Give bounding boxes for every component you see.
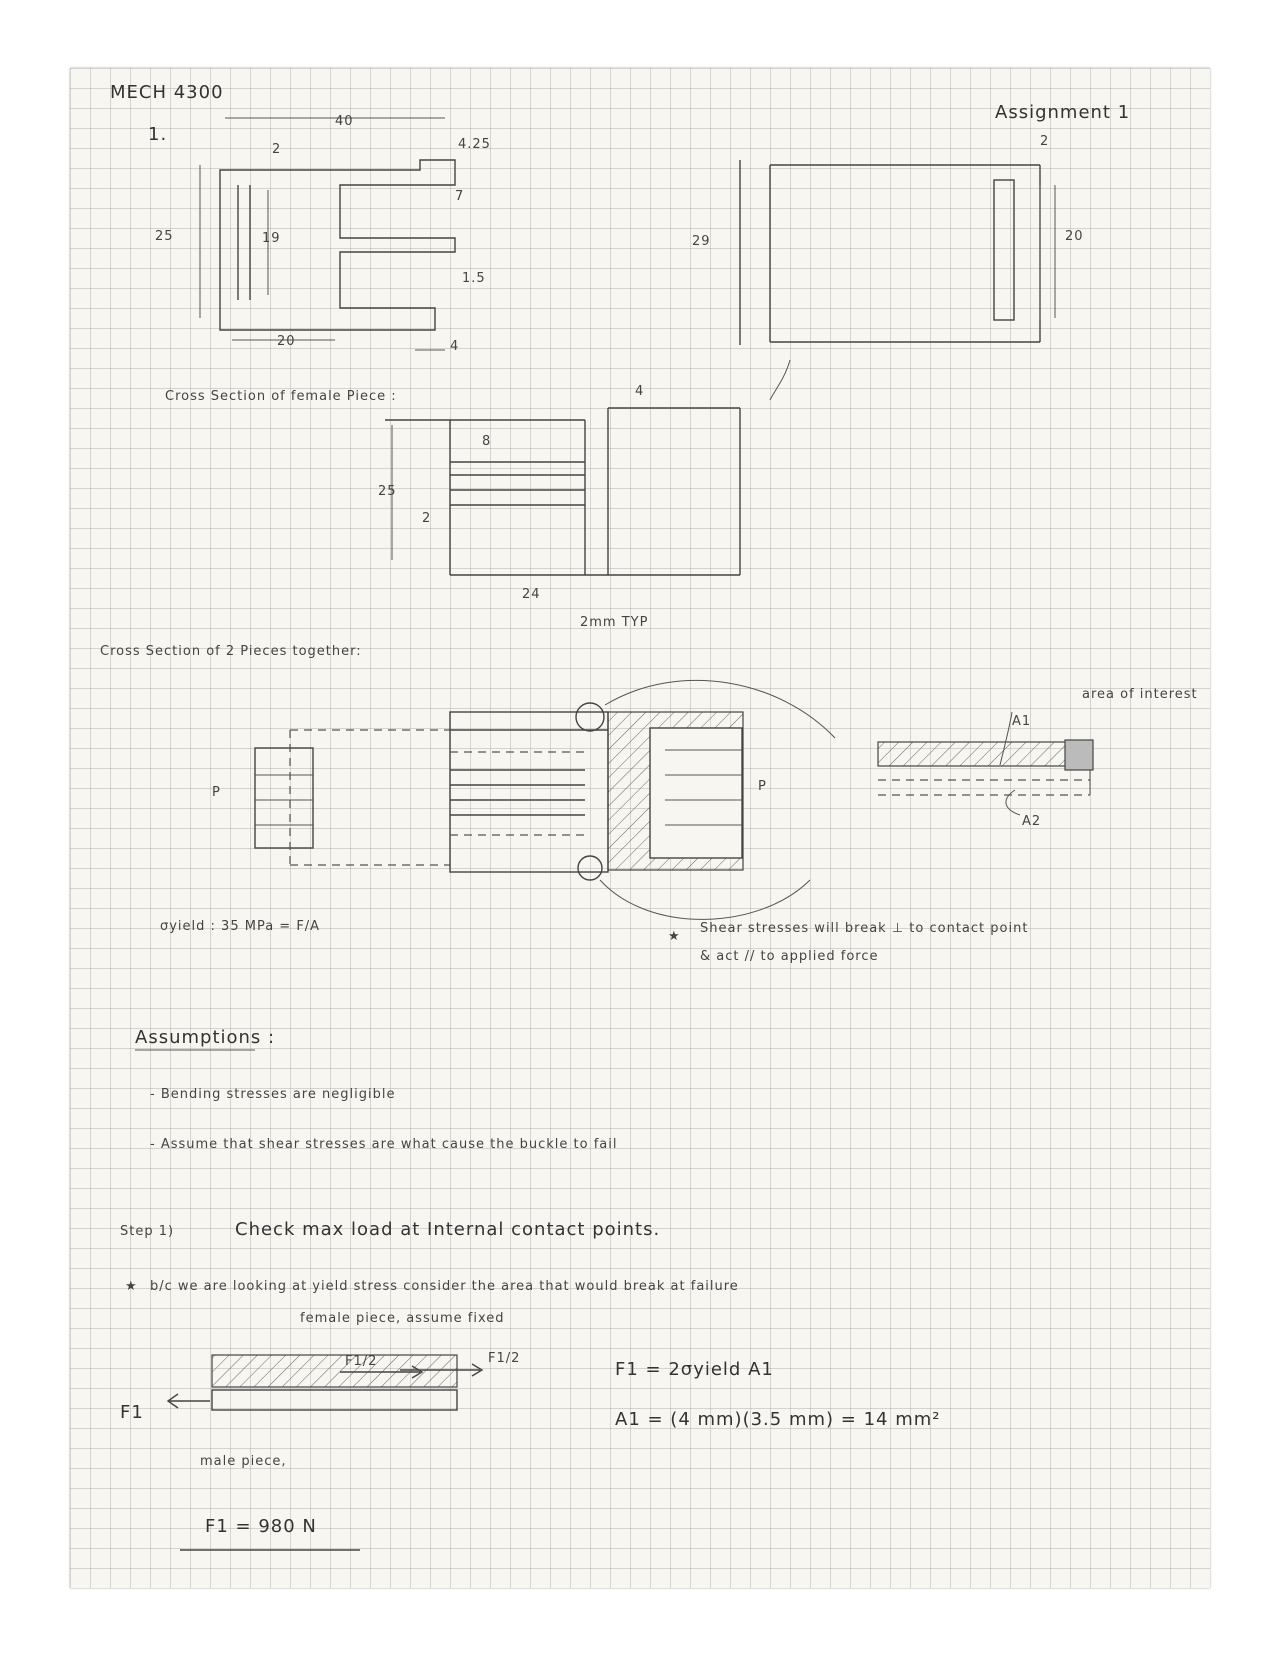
question-number: 1.	[148, 124, 168, 145]
female-section-drawing	[378, 384, 740, 630]
dim-gap-2: 2	[272, 142, 282, 157]
dim-1.5: 1.5	[462, 271, 486, 286]
force-f1: F1	[120, 1402, 144, 1423]
female-section-label: Cross Section of female Piece :	[165, 389, 397, 404]
force-f1-half-outer: F1/2	[488, 1351, 521, 1366]
load-p-right: P	[758, 779, 767, 794]
yield-stress-equation: σyield : 35 MPa = F/A	[160, 919, 321, 934]
dim-4: 4	[450, 339, 460, 354]
assumption-2: - Assume that shear stresses are what cause the buckle to fail	[150, 1137, 618, 1152]
note-star-icon: ★	[668, 929, 681, 944]
equation-area: A1 = (4 mm)(3.5 mm) = 14 mm²	[615, 1409, 941, 1430]
assignment-title: Assignment 1	[995, 102, 1131, 123]
equation-force: F1 = 2σyield A1	[615, 1359, 774, 1380]
dim-7: 7	[455, 189, 465, 204]
assumption-1: - Bending stresses are negligible	[150, 1087, 396, 1102]
contact-detail-drawing	[878, 687, 1198, 829]
force-f1-half-inner: F1/2	[345, 1354, 378, 1369]
female-piece-label: female piece, assume fixed	[300, 1311, 505, 1326]
free-body-diagram	[120, 1351, 520, 1469]
buckle-profile-drawing	[155, 114, 491, 354]
dim-4c: 4	[635, 384, 645, 399]
dim-20: 20	[277, 334, 296, 349]
assembly-section-drawing	[212, 680, 835, 919]
area-a1: A1	[1012, 714, 1032, 729]
load-p-left: P	[212, 785, 221, 800]
dim-20b: 20	[1065, 229, 1084, 244]
dim-gap-2b: 2	[1040, 134, 1050, 149]
dim-19: 19	[262, 231, 281, 246]
course-title: MECH 4300	[110, 82, 224, 103]
dim-8: 8	[482, 434, 492, 449]
result-force: F1 = 980 N	[205, 1516, 317, 1537]
area-of-interest-label: area of interest	[1082, 687, 1198, 702]
area-a2: A2	[1022, 814, 1042, 829]
dim-4.25: 4.25	[458, 137, 491, 152]
star-icon: ★	[125, 1279, 138, 1294]
dim-2mm-typ: 2mm TYP	[580, 615, 649, 630]
dim-24: 24	[522, 587, 541, 602]
dim-40: 40	[335, 114, 354, 129]
dim-25: 25	[155, 229, 174, 244]
buckle-front-drawing	[692, 134, 1084, 400]
step1-note: b/c we are looking at yield stress consider the area that would break at failure	[150, 1279, 739, 1294]
dim-29: 29	[692, 234, 711, 249]
shear-note-line1: Shear stresses will break ⊥ to contact point	[700, 921, 1029, 936]
assumptions-title: Assumptions :	[135, 1027, 276, 1048]
dim-25b: 25	[378, 484, 397, 499]
step1-text: Check max load at Internal contact points.	[235, 1219, 661, 1240]
male-piece-label: male piece,	[200, 1454, 287, 1469]
assembly-section-label: Cross Section of 2 Pieces together:	[100, 644, 362, 659]
shear-note-line2: & act // to applied force	[700, 949, 879, 964]
dim-2: 2	[422, 511, 432, 526]
step1-label: Step 1)	[120, 1224, 175, 1239]
